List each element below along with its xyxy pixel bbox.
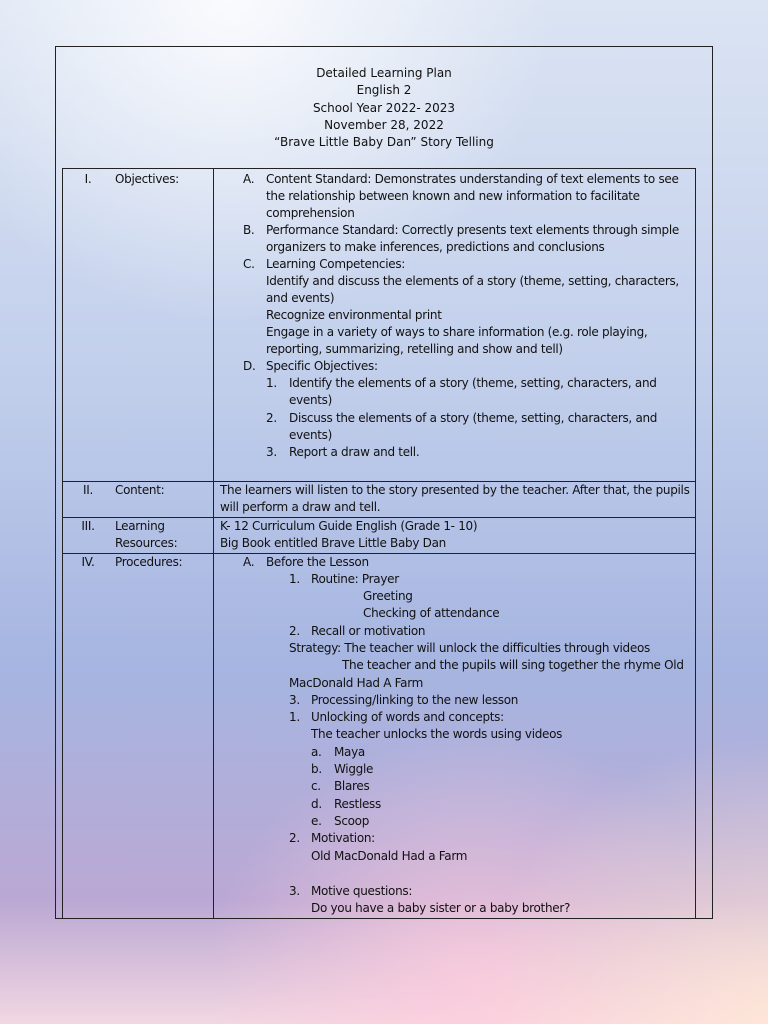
list-marker: b. bbox=[311, 762, 322, 776]
objectives-content-cell bbox=[214, 169, 696, 482]
list-marker: 3. bbox=[266, 445, 277, 459]
learning-competencies-heading: Learning Competencies: bbox=[266, 257, 406, 271]
list-marker: 3. bbox=[289, 884, 300, 898]
section-label: Content: bbox=[115, 483, 165, 497]
performance-standard-cont: organizers to make inferences, predictions and conclusions bbox=[266, 240, 605, 254]
document-title: Detailed Learning Plan bbox=[316, 66, 452, 80]
section-label: Objectives: bbox=[115, 172, 179, 186]
resource-item: K- 12 Curriculum Guide English (Grade 1- 10) bbox=[220, 519, 478, 533]
procedure-step: Recall or motivation bbox=[311, 624, 426, 638]
resources-row bbox=[63, 518, 696, 554]
list-marker: 1. bbox=[289, 710, 300, 724]
school-year: School Year 2022- 2023 bbox=[312, 100, 456, 115]
performance-standard: Performance Standard: Correctly presents text elements through simple bbox=[266, 223, 679, 237]
subject: English 2 bbox=[356, 83, 412, 98]
section-label: Procedures: bbox=[115, 555, 183, 569]
section-number: I. bbox=[84, 172, 92, 186]
procedure-step: Motivation: bbox=[311, 831, 375, 845]
section-number: II. bbox=[83, 483, 93, 497]
section-number: III. bbox=[81, 519, 95, 533]
content-standard-cont: comprehension bbox=[266, 206, 355, 220]
procedure-step: Unlocking of words and concepts: bbox=[311, 710, 504, 724]
list-marker: A. bbox=[243, 172, 255, 186]
list-marker: d. bbox=[311, 797, 322, 811]
story-title: “Brave Little Baby Dan” Story Telling bbox=[274, 135, 494, 150]
section-label-cont: Resources: bbox=[115, 536, 178, 551]
list-marker: e. bbox=[311, 814, 322, 828]
content-standard-cont: the relationship between known and new information to facilitate bbox=[266, 189, 640, 203]
procedures-label-cell bbox=[63, 554, 214, 919]
lesson-plan-page bbox=[55, 46, 713, 919]
list-marker: 1. bbox=[266, 376, 277, 390]
procedure-step: Motive questions: bbox=[311, 884, 413, 898]
resources-text-cell bbox=[214, 518, 696, 554]
specific-objective-cont: events) bbox=[289, 393, 333, 407]
routine-item: Checking of attendance bbox=[363, 606, 500, 620]
competency-text: reporting, summarizing, retelling and show and tell) bbox=[266, 342, 563, 356]
specific-objective: Report a draw and tell. bbox=[289, 445, 420, 459]
routine-item: Greeting bbox=[363, 589, 413, 603]
section-number: IV. bbox=[81, 555, 95, 569]
list-marker: C. bbox=[243, 257, 255, 271]
vocabulary-word: Blares bbox=[334, 779, 370, 793]
routine-item: Routine: Prayer bbox=[311, 572, 399, 586]
competency-text: Engage in a variety of ways to share information (e.g. role playing, bbox=[266, 325, 648, 339]
procedure-detail: The teacher unlocks the words using videos bbox=[311, 727, 563, 741]
content-label-cell bbox=[63, 482, 214, 518]
objectives-label-cell bbox=[63, 169, 214, 482]
objectives-row bbox=[63, 169, 696, 482]
plan-table bbox=[62, 168, 696, 919]
specific-objective: Discuss the elements of a story (theme, setting, characters, and bbox=[289, 411, 658, 425]
list-marker: a. bbox=[311, 745, 322, 759]
vocabulary-word: Maya bbox=[334, 745, 365, 759]
list-marker: c. bbox=[311, 779, 321, 793]
resources-label-cell bbox=[63, 518, 214, 554]
date: November 28, 2022 bbox=[324, 117, 444, 132]
vocabulary-word: Wiggle bbox=[334, 762, 374, 776]
content-row bbox=[63, 482, 696, 518]
list-marker: 2. bbox=[289, 831, 300, 845]
strategy-text: MacDonald Had A Farm bbox=[289, 676, 424, 690]
list-marker: 2. bbox=[266, 411, 277, 425]
list-marker: 2. bbox=[289, 624, 300, 638]
content-text-cell bbox=[214, 482, 696, 518]
procedure-detail: Do you have a baby sister or a baby brother? bbox=[311, 901, 571, 915]
specific-objective: Identify the elements of a story (theme, setting, characters, and bbox=[289, 376, 657, 390]
competency-text: Identify and discuss the elements of a story (theme, setting, characters, bbox=[266, 274, 679, 288]
content-text-cont: will perform a draw and tell. bbox=[220, 500, 381, 514]
strategy-text: Strategy: The teacher will unlock the difficulties through videos bbox=[289, 641, 650, 655]
list-marker: B. bbox=[243, 223, 255, 237]
content-standard: Content Standard: Demonstrates understanding of text elements to see bbox=[266, 172, 679, 186]
vocabulary-word: Scoop bbox=[334, 814, 370, 828]
procedure-step: Processing/linking to the new lesson bbox=[311, 693, 519, 707]
procedure-heading: Before the Lesson bbox=[266, 555, 369, 569]
procedures-row bbox=[63, 554, 696, 919]
resource-item: Big Book entitled Brave Little Baby Dan bbox=[220, 536, 446, 550]
document-header bbox=[56, 65, 712, 151]
competency-text: Recognize environmental print bbox=[266, 308, 442, 322]
list-marker: 1. bbox=[289, 572, 300, 586]
specific-objectives-heading: Specific Objectives: bbox=[266, 359, 378, 373]
vocabulary-word: Restless bbox=[334, 797, 381, 811]
section-label: Learning bbox=[115, 519, 165, 533]
list-marker: 3. bbox=[289, 693, 300, 707]
procedure-detail: Old MacDonald Had a Farm bbox=[311, 849, 468, 863]
specific-objective-cont: events) bbox=[289, 428, 333, 442]
strategy-text: The teacher and the pupils will sing together the rhyme Old bbox=[342, 658, 684, 672]
competency-text: and events) bbox=[266, 291, 335, 305]
content-text: The learners will listen to the story presented by the teacher. After that, the pupils bbox=[220, 483, 690, 497]
list-marker: A. bbox=[243, 555, 255, 569]
procedures-content-cell bbox=[214, 554, 696, 919]
list-marker: D. bbox=[243, 359, 256, 373]
